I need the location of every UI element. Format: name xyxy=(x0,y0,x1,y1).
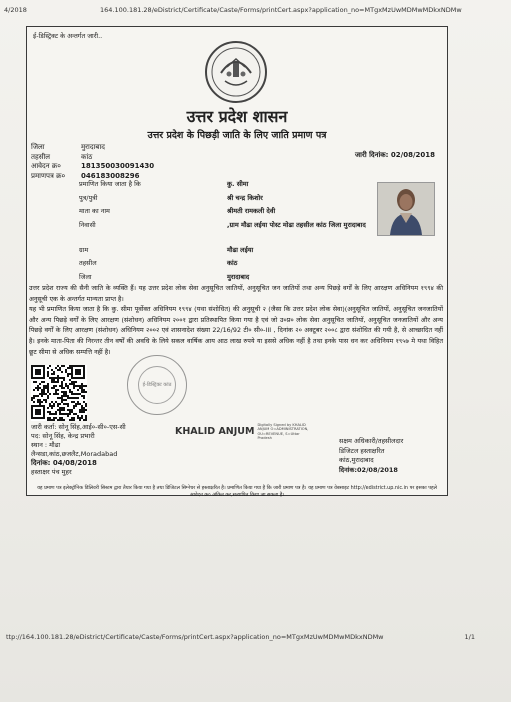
authority-line: कांठ,मुरादाबाद xyxy=(339,456,374,464)
meta-label: प्रमाणपत्र क्र० xyxy=(31,171,66,180)
field-label: निवासी xyxy=(79,220,96,229)
meta-label: जिला xyxy=(31,143,45,151)
meta-label: तहसील xyxy=(31,152,50,161)
print-date: 4/2018 xyxy=(4,6,27,14)
signer-details: Digitally Signed by KHALID ANJUM O=ADMINISTRATION, OU=REVENUE, S=Uttar Pradesh xyxy=(257,423,309,441)
official-line: लैन्सडा,कांठ,छजलैट,Moradabad xyxy=(31,450,118,458)
certificate-title: उत्तर प्रदेश शासन xyxy=(186,107,288,126)
field-row-tehsil xyxy=(79,258,407,272)
field-row-mother xyxy=(79,206,407,220)
field-value: श्री चन्द्र किशोर xyxy=(227,193,263,202)
meta-label: आवेदन क्र० xyxy=(31,162,61,170)
field-value: ,ग्राम मौढा लईया पोस्ट मोढा तहसील कांठ जिला मुरादाबाद xyxy=(227,220,366,229)
certificate-body xyxy=(29,283,443,357)
field-label: माता का नाम xyxy=(79,207,110,215)
field-value: कांठ xyxy=(227,259,238,267)
official-line: स्थान : मौढा xyxy=(31,441,61,449)
field-value: श्रीमती रामकली देवी xyxy=(227,207,276,215)
applicant-fields xyxy=(79,179,407,285)
seal-text: ई-डिस्ट्रिक्ट कांठ xyxy=(138,366,176,404)
meta-value: 181350030091430 xyxy=(81,162,155,170)
field-label: ग्राम xyxy=(79,245,89,254)
applicant-photo xyxy=(377,182,435,236)
verification-note: यह प्रमाण पत्र इलेक्ट्रॉनिक डिलिवरी सिस्टम द्वारा तैयार किया गया है तथा डिजिटल सिग्नेचर से हस्ताक्षरित है। प्रमाणित किया गया है कि जारी प्रमाण पत्र है। यह प्रमाण पत्र वेबसाइट http://edistrict.up.nic.in पर इसका पहले आवेदन क्र० अंकित कर,सत्यापित किया जा सकता है। xyxy=(37,485,437,498)
official-line: दिनांक: 04/08/2018 xyxy=(31,459,97,467)
qr-code-icon xyxy=(31,365,87,421)
meta-value: मुरादाबाद xyxy=(81,143,105,151)
meta-block xyxy=(31,143,154,181)
field-row-applicant xyxy=(79,179,407,193)
field-row-village xyxy=(79,245,407,259)
meta-row-district xyxy=(31,143,154,153)
official-line: जारी कर्ता: सोनू सिंह,आई०-सी०-एस-सी xyxy=(31,423,126,431)
caste-statement: उत्तर प्रदेश राज्य की सैनी जाति के व्यक्ति हैं। यह उत्तर प्रदेश लोक सेवा अनुसूचित जातियों, अनुसूचित जन जातियों तथा अन्य पिछड़े वर्गों के लिए आरक्षण अधिनियम १९९४ की अनुसूची एक के अन्तर्गत मान्यता प्राप्त है। xyxy=(29,284,443,303)
issue-date xyxy=(355,151,435,160)
official-line: हस्ताक्षर पंच मुहर xyxy=(31,468,72,476)
footer-url: ttp://164.100.181.28/eDistrict/Certificate/Caste/Forms/printCert.aspx?application_no=MTgxMzUwMDMwMDkxNDMw xyxy=(6,633,384,641)
certificate xyxy=(26,26,448,496)
field-value: मुरादाबाद xyxy=(227,272,250,281)
official-line: पद: सोनू सिंह, केन्द्र प्रभारी xyxy=(31,432,95,440)
field-label: तहसील xyxy=(79,259,97,267)
state-emblem-icon xyxy=(205,41,267,103)
issue-date-value: 02/08/2018 xyxy=(390,151,435,159)
page-number: 1/1 xyxy=(464,633,475,641)
field-row-father xyxy=(79,193,407,207)
authority-line: सक्षम अधिकारी/तहसीलदार xyxy=(339,437,404,445)
meta-row-tehsil xyxy=(31,153,154,163)
certificate-subtitle: उत्तर प्रदेश के पिछड़ी जाति के लिए जाति प्रमाण पत्र xyxy=(147,130,327,141)
issue-note: ई-डिस्ट्रिक्ट के अन्तर्गत जारी.. xyxy=(33,32,103,40)
field-value: कु. सीमा xyxy=(227,180,249,188)
issuing-official xyxy=(31,423,126,477)
office-seal-icon xyxy=(127,355,187,415)
field-value: मौढा लईया xyxy=(227,245,254,254)
signer-name: KHALID ANJUM xyxy=(175,426,255,438)
meta-value: कांठ xyxy=(81,152,93,161)
field-label: प्रमाणित किया जाता है कि xyxy=(79,180,141,188)
field-row-residence xyxy=(79,220,407,245)
print-url: 164.100.181.28/eDistrict/Certificate/Caste/Forms/printCert.aspx?application_no=MTgxMzUwMDMwMDkxNDMw xyxy=(100,6,462,14)
creamy-layer-statement: यह भी प्रमाणित किया जाता है कि कु. सीमा पूर्वोक्त अधिनियम १९९४ (यथा संशोधित) की अनुसूची २ (जैसा कि उत्तर प्रदेश लोक सेवा)(अनुसूचित जातियों, अनुसूचित जनजातियों और अन्य पिछड़े वर्गों के लिए आरक्षण (संशोधन) अधिनियम २००१ द्वारा प्रतिस्थापित किया गया है एवं जो उ०प्र० लोक सेवा अनुसूचित जातियों, अनुसूचित जनजातियों और अन्य पिछड़े वर्गों के लिए आरक्षण (संशोधन) अधिनियम २००२ एवं शासनादेश संख्या 22/16/92 टी० सी०-III , दिनांक २० अक्टूबर २००८ द्वारा संशोधित की गयी है, से आच्छादित नहीं है। इनके माता-पिता की निरन्तर तीन वर्षों की अवधि के लिये सकल वार्षिक आय आठ लाख रुपये या इससे अधिक नहीं है तथा इनके पास धन कर अधिनियम १९५७ मे यथा विहित छूट सीमा से अधिक सम्पत्ति नहीं है। xyxy=(29,305,443,356)
digital-signature xyxy=(175,423,312,441)
authority-line: दिनांक:02/08/2018 xyxy=(339,465,398,474)
meta-row-application-no xyxy=(31,162,154,172)
field-label: पुत्र/पुत्री xyxy=(79,193,98,202)
meta-value: 046183008296 xyxy=(81,171,140,180)
field-label: जिला xyxy=(79,272,92,281)
issue-date-label: जारी दिनांक: xyxy=(354,151,389,159)
competent-authority xyxy=(339,437,403,475)
authority-line: डिजिटल हस्ताक्षरित xyxy=(339,446,385,455)
